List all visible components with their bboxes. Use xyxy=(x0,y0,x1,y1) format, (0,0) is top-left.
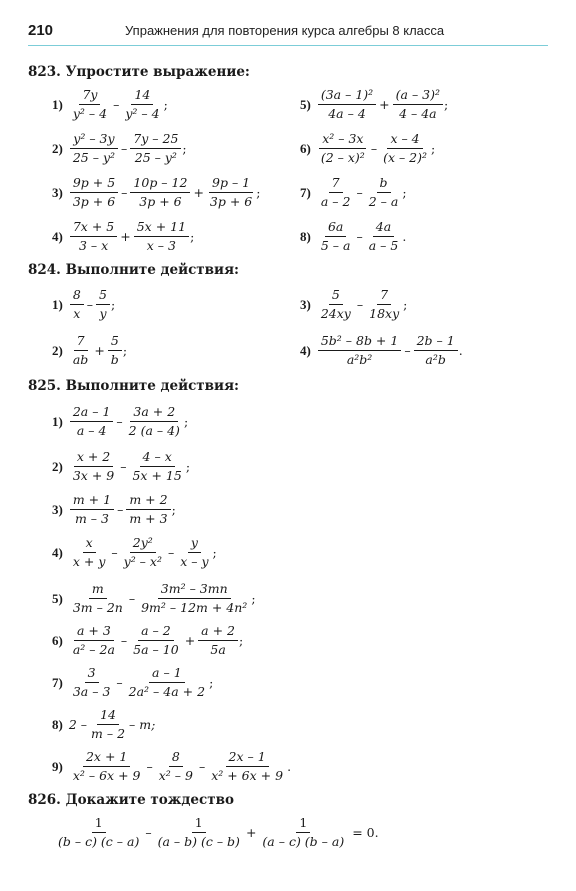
exercise-823-item-1 xyxy=(52,88,168,122)
fraction xyxy=(96,288,110,322)
punctuation: ; xyxy=(431,141,436,157)
numerator: 2a – 1 xyxy=(70,405,114,422)
exercise-825-item-6 xyxy=(52,624,243,658)
item-label: 7) xyxy=(52,674,63,690)
fraction xyxy=(318,88,376,122)
item-label: 7) xyxy=(300,184,311,200)
operator: + xyxy=(120,229,131,245)
operator: – xyxy=(113,97,120,113)
operator: + xyxy=(94,343,105,359)
denominator: 18xy xyxy=(369,306,400,322)
punctuation: ; xyxy=(183,414,189,430)
item-label: 3) xyxy=(52,501,63,517)
denominator: m – 2 xyxy=(91,726,126,742)
numerator: x – 4 xyxy=(387,132,422,149)
denominator: 5a – 10 xyxy=(133,642,179,658)
operator: – xyxy=(356,297,364,313)
exercise-824-title xyxy=(28,262,239,278)
denominator: m + 3 xyxy=(129,511,168,527)
numerator: 1 xyxy=(296,816,310,833)
operator: – xyxy=(117,502,124,518)
fraction xyxy=(70,450,117,484)
numerator: m xyxy=(89,582,107,599)
denominator: ab xyxy=(72,352,89,368)
fraction xyxy=(259,816,347,850)
operator: – xyxy=(116,675,123,691)
fraction xyxy=(318,220,354,254)
fraction xyxy=(208,750,286,784)
punctuation: . xyxy=(402,229,407,245)
punctuation: ; xyxy=(251,591,256,607)
numerator: 4 – x xyxy=(140,450,175,467)
numerator: 14 xyxy=(97,708,119,725)
exercise-824-item-3 xyxy=(300,288,407,322)
fraction xyxy=(366,220,402,254)
fraction xyxy=(121,536,165,570)
numerator: 5b² – 8b + 1 xyxy=(318,334,402,351)
denominator: m – 3 xyxy=(74,511,109,527)
denominator: x + y xyxy=(72,554,106,570)
exercise-number: 826. xyxy=(28,792,61,808)
numerator: a – 1 xyxy=(149,666,185,683)
punctuation: ; xyxy=(163,97,168,113)
fraction xyxy=(134,220,189,254)
denominator: y² – 4 xyxy=(125,106,160,122)
item-label: 3) xyxy=(300,296,311,312)
fraction xyxy=(126,666,208,700)
operator: – xyxy=(356,229,363,245)
fraction xyxy=(198,624,238,658)
item-label: 2) xyxy=(52,458,63,474)
denominator: a – 5 xyxy=(368,238,399,254)
numerator: 5x + 11 xyxy=(134,220,189,237)
exercise-823-title xyxy=(28,64,250,80)
numerator: 2x – 1 xyxy=(226,750,269,767)
denominator: 25 – y² xyxy=(72,150,116,166)
numerator: 8 xyxy=(169,750,183,767)
numerator: 9p – 1 xyxy=(209,176,253,193)
item-label: 8) xyxy=(300,228,311,244)
operator: – xyxy=(145,825,152,841)
denominator: 3p + 6 xyxy=(72,194,116,210)
exercise-826-identity xyxy=(54,816,379,850)
fraction xyxy=(130,176,190,210)
numerator: 1 xyxy=(92,816,106,833)
exercise-825-item-3 xyxy=(52,493,176,527)
exercise-825-item-7 xyxy=(52,666,213,700)
punctuation: ; xyxy=(444,97,449,113)
numerator: y xyxy=(188,536,201,553)
fraction xyxy=(393,88,443,122)
denominator: x xyxy=(73,306,81,322)
fraction xyxy=(414,334,458,368)
exercise-number: 825. xyxy=(28,378,61,394)
operator: + xyxy=(379,97,390,113)
numerator: 7y – 25 xyxy=(130,132,181,149)
numerator: 5 xyxy=(329,288,343,305)
fraction xyxy=(177,536,211,570)
operator: – xyxy=(120,633,128,649)
denominator: 3m – 2n xyxy=(72,600,123,616)
numerator: 3m² – 3mn xyxy=(158,582,231,599)
denominator: b xyxy=(110,352,119,368)
fraction xyxy=(155,816,243,850)
denominator: 3p + 6 xyxy=(139,194,182,210)
fraction xyxy=(70,288,84,322)
header-rule xyxy=(28,45,548,46)
item-label: 5) xyxy=(52,590,63,606)
numerator: x + 2 xyxy=(74,450,113,467)
exercise-824-item-2 xyxy=(52,334,127,368)
numerator: 3a + 2 xyxy=(130,405,178,422)
exercise-number: 823. xyxy=(28,64,61,80)
punctuation: ; xyxy=(190,229,195,245)
punctuation: ; xyxy=(111,297,116,313)
fraction xyxy=(366,288,402,322)
exercise-825-title xyxy=(28,378,239,394)
exercise-823-item-5 xyxy=(300,88,448,122)
fraction xyxy=(88,708,128,742)
operator: – xyxy=(86,297,94,313)
fraction xyxy=(129,450,184,484)
numerator: 4a xyxy=(373,220,394,237)
denominator: 2 (a – 4) xyxy=(128,423,180,439)
numerator: a + 3 xyxy=(74,624,114,641)
fraction xyxy=(318,288,354,322)
numerator: y² – 3y xyxy=(70,132,117,149)
item-label: 5) xyxy=(300,96,311,112)
operator: – xyxy=(121,141,128,157)
punctuation: ; xyxy=(212,545,217,561)
numerator: 7y xyxy=(79,88,100,105)
operator: – xyxy=(356,185,363,201)
denominator: a – 4 xyxy=(76,423,107,439)
exercise-825-item-4 xyxy=(52,536,217,570)
denominator: x – 3 xyxy=(146,238,176,254)
denominator: (a – b) (c – b) xyxy=(157,834,240,850)
denominator: y² – 4 xyxy=(72,106,108,122)
operator: + xyxy=(245,825,257,841)
numerator: 10p – 12 xyxy=(130,176,190,193)
operator: – xyxy=(111,545,118,561)
denominator: (a – c) (b – a) xyxy=(262,834,345,850)
exercise-825-item-2 xyxy=(52,450,190,484)
fraction xyxy=(207,176,255,210)
fraction xyxy=(130,624,182,658)
punctuation: ; xyxy=(256,185,261,201)
fraction xyxy=(70,493,114,527)
exercise-823-item-3 xyxy=(52,176,260,210)
fraction xyxy=(126,493,170,527)
exercise-823-item-4 xyxy=(52,220,194,254)
denominator: a – 2 xyxy=(320,194,351,210)
item-label: 4) xyxy=(52,228,63,244)
exercise-823-item-7 xyxy=(300,176,407,210)
expression-suffix: – m; xyxy=(129,717,156,733)
fraction xyxy=(318,334,402,368)
numerator: 7 xyxy=(377,288,391,305)
exercise-823-item-8 xyxy=(300,220,406,254)
equals-zero: = 0. xyxy=(352,825,379,841)
denominator: 4 – 4a xyxy=(399,106,437,122)
running-title: Упражнения для повторения курса алгебры 8 класса xyxy=(125,23,445,38)
exercise-825-item-5 xyxy=(52,582,256,616)
numerator: 7 xyxy=(74,334,88,351)
numerator: (a – 3)² xyxy=(393,88,443,105)
exercise-825-item-1 xyxy=(52,405,188,439)
denominator: a² – 2a xyxy=(72,642,115,658)
page-header xyxy=(28,20,548,46)
fraction xyxy=(380,132,430,166)
operator: – xyxy=(198,759,206,775)
denominator: 3p + 6 xyxy=(209,194,253,210)
numerator: 2b – 1 xyxy=(414,334,458,351)
item-label: 1) xyxy=(52,413,63,429)
numerator: 14 xyxy=(131,88,153,105)
fraction xyxy=(55,816,142,850)
item-label: 6) xyxy=(300,140,311,156)
operator: + xyxy=(184,633,196,649)
denominator: 3x + 9 xyxy=(72,468,115,484)
fraction xyxy=(70,334,91,368)
fraction xyxy=(70,536,109,570)
item-label: 4) xyxy=(52,544,63,560)
denominator: x – y xyxy=(180,554,209,570)
denominator: x² – 9 xyxy=(158,768,193,784)
exercise-825-item-9 xyxy=(52,750,291,784)
fraction xyxy=(122,88,162,122)
exercise-instruction: Упростите выражение: xyxy=(65,64,250,80)
fraction xyxy=(138,582,250,616)
numerator: 2x + 1 xyxy=(83,750,130,767)
denominator: x² + 6x + 9 xyxy=(211,768,284,784)
operator: – xyxy=(404,343,411,359)
punctuation: ; xyxy=(403,297,408,313)
denominator: a²b xyxy=(425,352,446,368)
fraction xyxy=(366,176,402,210)
operator: + xyxy=(193,185,204,201)
numerator: 5 xyxy=(108,334,122,351)
numerator: 7x + 5 xyxy=(70,220,117,237)
operator: – xyxy=(370,141,378,157)
numerator: 9p + 5 xyxy=(70,176,118,193)
denominator: (x – 2)² xyxy=(383,150,428,166)
item-label: 3) xyxy=(52,184,63,200)
exercise-824-item-4 xyxy=(300,334,463,368)
exercise-823-item-6 xyxy=(300,132,435,166)
numerator: a + 2 xyxy=(198,624,238,641)
fraction xyxy=(70,88,110,122)
denominator: 5a xyxy=(210,642,226,658)
exercise-instruction: Выполните действия: xyxy=(65,262,240,278)
item-label: 8) xyxy=(52,716,63,732)
fraction xyxy=(108,334,122,368)
numerator: 6a xyxy=(325,220,346,237)
punctuation: ; xyxy=(402,185,407,201)
item-label: 1) xyxy=(52,96,63,112)
punctuation: ; xyxy=(185,459,191,475)
item-label: 6) xyxy=(52,632,63,648)
numerator: a – 2 xyxy=(138,624,174,641)
fraction xyxy=(70,624,118,658)
denominator: 24xy xyxy=(320,306,351,322)
operator: – xyxy=(116,414,123,430)
numerator: m + 1 xyxy=(70,493,114,510)
denominator: y² – x² xyxy=(123,554,162,570)
punctuation: ; xyxy=(122,343,128,359)
fraction xyxy=(318,176,354,210)
numerator: x² – 3x xyxy=(319,132,366,149)
numerator: b xyxy=(377,176,391,193)
operator: – xyxy=(120,459,127,475)
punctuation: ; xyxy=(239,633,244,649)
item-label: 1) xyxy=(52,296,63,312)
denominator: (b – c) (c – a) xyxy=(58,834,140,850)
item-label: 2) xyxy=(52,342,63,358)
item-label: 2) xyxy=(52,140,63,156)
fraction xyxy=(126,405,183,439)
exercise-826-title xyxy=(28,792,234,808)
denominator: 5x + 15 xyxy=(132,468,182,484)
denominator: a²b² xyxy=(346,352,373,368)
denominator: 2a² – 4a + 2 xyxy=(128,684,206,700)
denominator: 9m² – 12m + 4n² xyxy=(141,600,248,616)
fraction xyxy=(70,220,117,254)
numerator: 1 xyxy=(192,816,206,833)
numerator: 2y² xyxy=(130,536,156,553)
numerator: 8 xyxy=(70,288,84,305)
denominator: 25 – y² xyxy=(134,150,177,166)
expression-prefix: 2 – xyxy=(68,717,88,733)
exercise-824-item-1 xyxy=(52,288,115,322)
denominator: 3a – 3 xyxy=(72,684,111,700)
denominator: 3 – x xyxy=(78,238,109,254)
operator: – xyxy=(167,545,175,561)
fraction xyxy=(70,132,118,166)
exercise-825-item-8 xyxy=(52,708,155,742)
denominator: 5 – a xyxy=(320,238,351,254)
exercise-number: 824. xyxy=(28,262,61,278)
denominator: 4a – 4 xyxy=(328,106,366,122)
numerator: (3a – 1)² xyxy=(318,88,376,105)
exercise-instruction: Докажите тождество xyxy=(65,792,234,808)
item-label: 9) xyxy=(52,758,63,774)
fraction xyxy=(156,750,196,784)
fraction xyxy=(70,582,126,616)
denominator: 2 – a xyxy=(368,194,399,210)
page-number: 210 xyxy=(28,22,54,39)
item-label: 4) xyxy=(300,342,311,358)
numerator: 3 xyxy=(85,666,99,683)
numerator: m + 2 xyxy=(126,493,170,510)
punctuation: ; xyxy=(171,502,176,518)
fraction xyxy=(70,666,114,700)
fraction xyxy=(318,132,368,166)
numerator: x xyxy=(83,536,96,553)
numerator: 5 xyxy=(96,288,110,305)
fraction xyxy=(70,405,114,439)
punctuation: ; xyxy=(182,141,187,157)
punctuation: ; xyxy=(209,675,214,691)
fraction xyxy=(130,132,181,166)
denominator: x² – 6x + 9 xyxy=(72,768,141,784)
operator: – xyxy=(121,185,128,201)
exercise-instruction: Выполните действия: xyxy=(65,378,240,394)
numerator: 7 xyxy=(329,176,343,193)
operator: – xyxy=(146,759,153,775)
punctuation: . xyxy=(287,759,292,775)
exercise-823-item-2 xyxy=(52,132,187,166)
punctuation: . xyxy=(458,343,463,359)
operator: – xyxy=(128,591,136,607)
fraction xyxy=(70,750,144,784)
fraction xyxy=(70,176,118,210)
denominator: y xyxy=(99,306,107,322)
denominator: (2 – x)² xyxy=(320,150,365,166)
